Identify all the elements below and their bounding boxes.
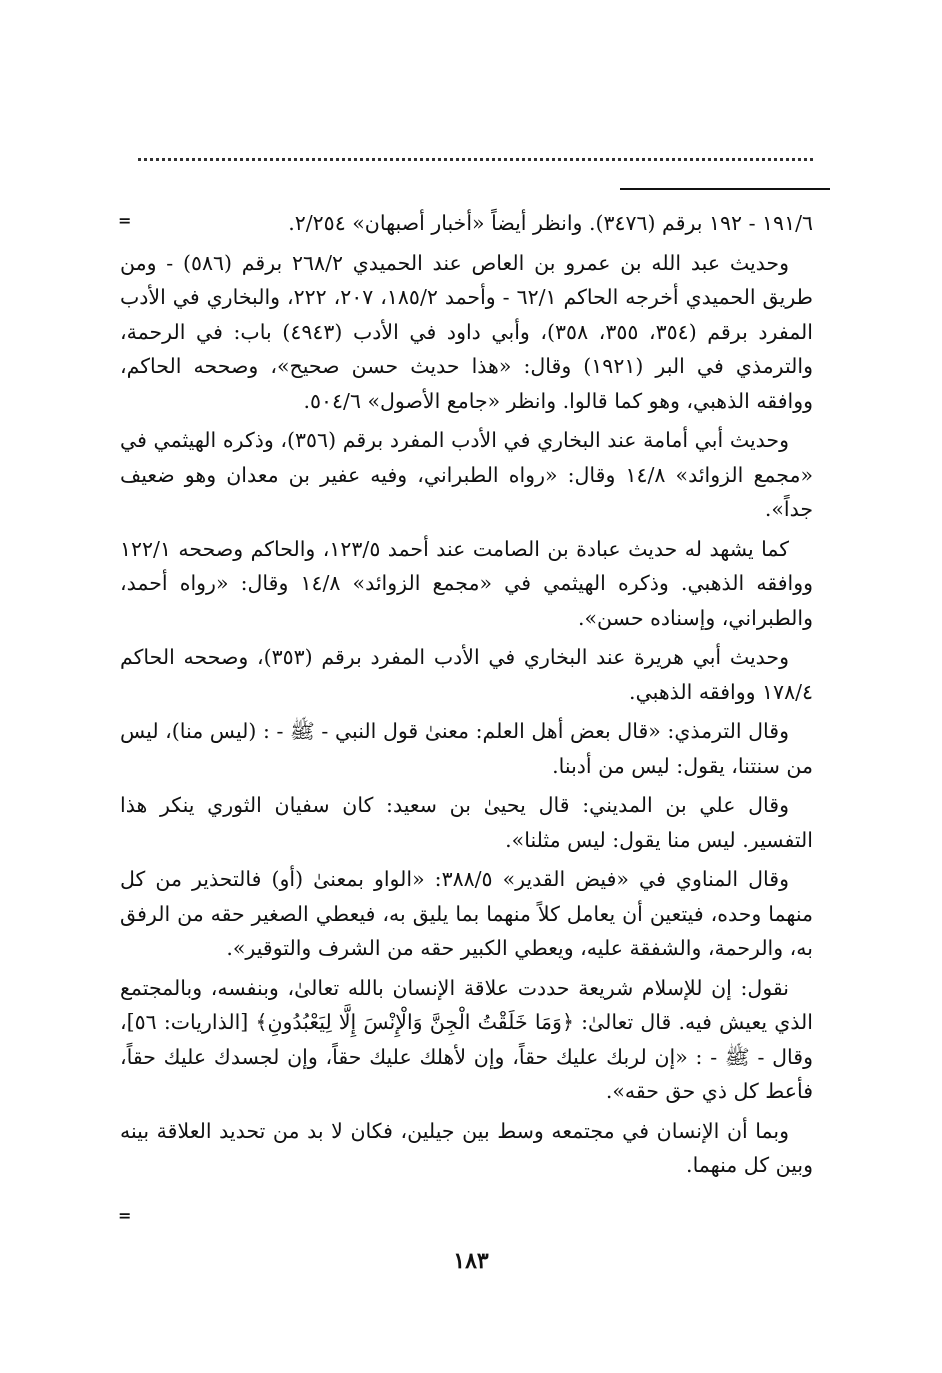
footnote-paragraph: ١٩١/٦ - ١٩٢ برقم (٣٤٧٦). وانظر أيضاً «أخبار أصبهان» ٢/٢٥٤. <box>288 211 813 235</box>
footnote-paragraph: وقال الترمذي: «قال بعض أهل العلم: معنىٰ قول النبي - ﷺ - : (ليس منا)، ليس من سنتنا، يقول: ليس من أدبنا. <box>120 719 813 778</box>
footnote-paragraph: وحديث أبي هريرة عند البخاري في الأدب المفرد برقم (٣٥٣)، وصححه الحاكم ١٧٨/٤ ووافقه الذهبي. <box>120 645 813 704</box>
footnote-paragraph: وقال المناوي في «فيض القدير» ٣٨٨/٥: «الواو بمعنىٰ (أو) فالتحذير من كل منهما وحده، فيتعين أن يعامل كلاً منهما بما يليق به، فيعطي الصغير حقه من الرفق به، والرحمة، والشفقة عليه، ويعطي الكبير حقه من الشرف والتوقير». <box>120 867 813 960</box>
footnote-paragraph: كما يشهد له حديث عبادة بن الصامت عند أحمد ١٢٣/٥، والحاكم وصححه ١٢٢/١ ووافقه الذهبي. وذكره الهيثمي في «مجمع الزوائد» ١٤/٨ وقال: «رواه أحمد، والطبراني، وإسناده حسن». <box>120 536 814 630</box>
page-number: ١٨٣ <box>453 1248 489 1274</box>
footnote-rule <box>620 188 830 190</box>
footnote-paragraph: نقول: إن للإسلام شريعة حددت علاقة الإنسان بالله تعالىٰ، وبنفسه، وبالمجتمع الذي يعيش فيه. قال تعالىٰ: ﴿وَمَا خَلَقْتُ الْجِنَّ وَالْإِنْسَ إِلَّا لِيَعْبُدُونِ﴾ [الذاريات: ٥٦]، وقال - ﷺ - : «إن لربك عليك حقاً، وإن لأهلك عليك حقاً، وإن لجسدك عليك حقاً، فأعط كل ذي حق حقه». <box>120 975 813 1103</box>
continuation-marker-top: = <box>118 211 132 230</box>
footnote-paragraph: وحديث أبي أمامة عند البخاري في الأدب المفرد برقم (٣٥٦)، وذكره الهيثمي في «مجمع الزوائد» ١٤/٨ وقال: «رواه الطبراني، وفيه عفير بن معدان وهو ضعيف جداً». <box>120 428 813 521</box>
dotted-separator <box>138 150 813 161</box>
footnote-text <box>120 206 813 1188</box>
footnote-paragraph: وبما أن الإنسان في مجتمعه وسط بين جيلين، فكان لا بد من تحديد العلاقة بينه وبين كل منهما. <box>120 1118 813 1177</box>
footnote-paragraph: وحديث عبد الله بن عمرو بن العاص عند الحميدي ٢٦٨/٢ برقم (٥٨٦) - ومن طريق الحميدي أخرجه الحاكم ٦٢/١ - وأحمد ١٨٥/٢، ٢٠٧، ٢٢٢، والبخاري في الأدب المفرد برقم (٣٥٤، ٣٥٥، ٣٥٨)، وأبي داود في الأدب (٤٩٤٣) باب: في الرحمة، والترمذي في البر (١٩٢١) وقال: «هذا حديث حسن صحيح»، وصححه الحاكم، ووافقه الذهبي، وهو كما قالوا. وانظر «جامع الأصول» ٥٠٤/٦. <box>120 250 814 413</box>
footnote-paragraph: وقال علي بن المديني: قال يحيىٰ بن سعيد: كان سفيان الثوري ينكر هذا التفسير. ليس منا يقول: ليس مثلنا». <box>120 793 813 852</box>
continuation-marker-bottom: = <box>118 1206 132 1225</box>
